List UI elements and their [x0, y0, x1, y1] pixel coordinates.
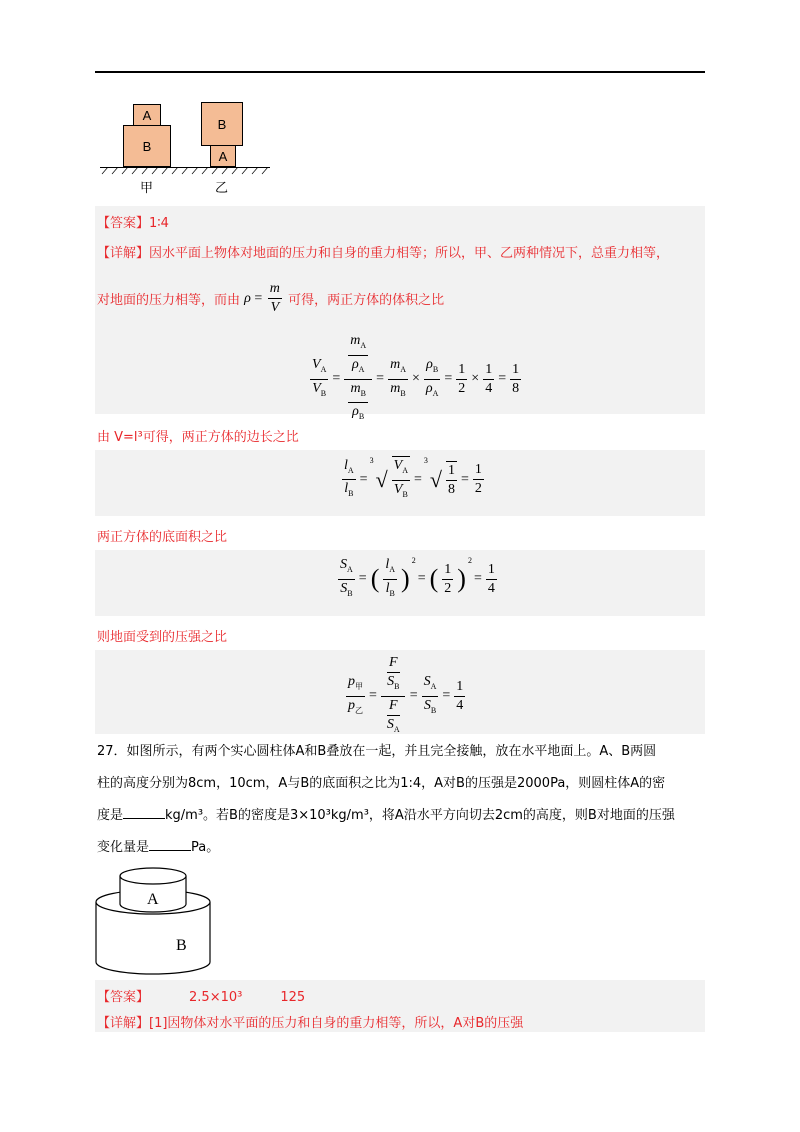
detail-1-line3: 由 V=l³可得，两正方体的边长之比 — [97, 430, 299, 445]
ground-hatch — [100, 167, 270, 175]
q27-line3: 度是 kg/m³。若B的密度是3×10³kg/m³，将A沿水平方向切去2cm的高度，则B对地面的压强 — [97, 808, 675, 823]
cylinder-a-label: A — [147, 891, 159, 908]
cube-a-bottom: A — [210, 145, 236, 167]
detail-1-line1: 【详解】因水平面上物体对地面的压力和自身的重力相等；所以，甲、乙两种情况下，总重力相等， — [97, 246, 670, 261]
q27-line2: 柱的高度分别为8cm，10cm，A与B的底面积之比为1:4，A对B的压强是2000Pa，则圆柱体A的密 — [97, 776, 666, 791]
answer-2: 【答案】 2.5×10³ 125 — [97, 990, 306, 1005]
figure-stacked-cubes — [95, 100, 275, 195]
cube-b-top: B — [201, 102, 243, 146]
q27-line4: 变化量是 Pa。 — [97, 840, 220, 855]
detail-1-line2: 对地面的压力相等，而由 ρ = $\frac{m}{V}$ 可得，两正方体的体积之比 — [97, 281, 445, 315]
answer-blank-1[interactable] — [123, 806, 165, 819]
q27-line1: 27．如图所示，有两个实心圆柱体A和B叠放在一起，并且完全接触，放在水平地面上。A、B两圆 — [97, 744, 657, 759]
cylinder-b-label: B — [176, 937, 187, 954]
answer-1: 【答案】1∶4 — [97, 216, 169, 231]
figure-stacked-cylinders — [92, 862, 214, 977]
caption-jia: 甲 — [140, 181, 154, 196]
cube-a-top: A — [133, 104, 161, 126]
detail-2: 【详解】[1]因物体对水平面的压力和自身的重力相等，所以，A对B的压强 — [97, 1016, 524, 1031]
cube-b-bottom: B — [123, 125, 171, 167]
formula-edge-ratio: $\frac{l_A}{l_B}$ =$^3$√ $\frac{V_A}{V_B}$ =$^3$√ $\frac{1}{8}$ = $\frac{1}{2}$ — [340, 456, 486, 504]
formula-area-ratio: $\frac{S_A}{S_B}$ = ( $\frac{l_A}{l_B}$ )$^2$= ( $\frac{1}{2}$ )$^2$= $\frac{1}{4}$ — [340, 556, 495, 598]
formula-volume-ratio: $\frac{V_A}{V_B}$ = $\frac{\frac{m_A}{\rho_A}}{\frac{m_B}{\rho_B}}$ = $\frac{m_A}{m_B}$ × $\frac{\rho_B}{\rho_A}$ = $\frac{1}{2}$ × $\frac{1}{4}$ = $\frac{1}{8}$ — [312, 333, 520, 422]
caption-yi: 乙 — [215, 181, 229, 196]
detail-1-line5: 则地面受到的压强之比 — [97, 630, 228, 645]
detail-1-line4: 两正方体的底面积之比 — [97, 530, 228, 545]
answer-blank-2[interactable] — [149, 838, 191, 851]
formula-pressure-ratio: $\frac{p_甲}{p_乙}$ = $\frac{\frac{F}{S_B}}{\frac{F}{S_A}}$ = $\frac{S_A}{S_B}$ = $\frac{1}{4}$ — [348, 655, 464, 734]
header-rule — [95, 71, 705, 73]
